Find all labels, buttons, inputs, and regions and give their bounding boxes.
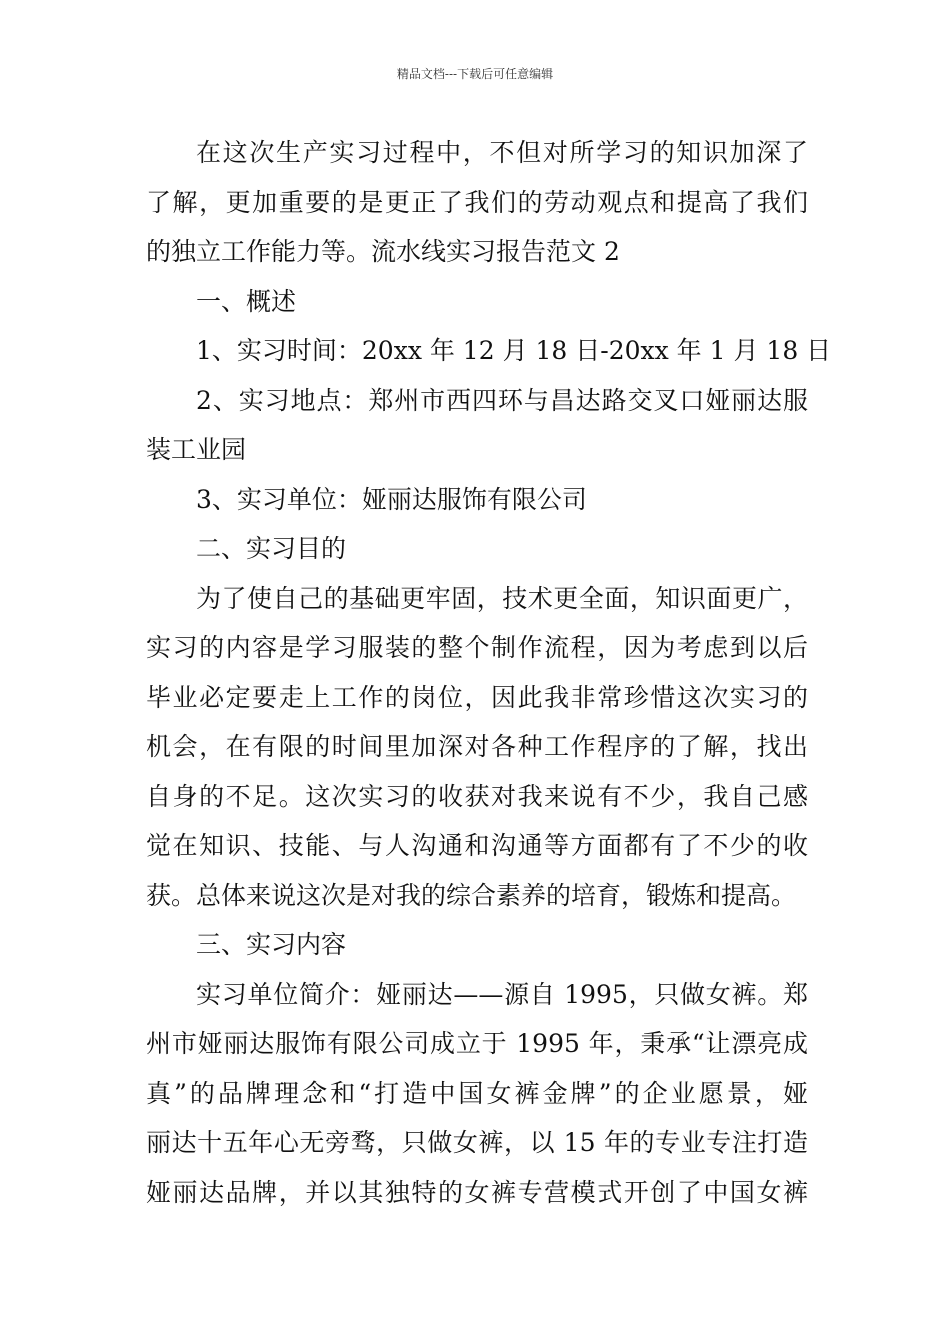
text-line: 获。总体来说这次是对我的综合素养的培育，锻炼和提高。 xyxy=(146,880,797,910)
text-line: 真”的品牌理念和“打造中国女裤金牌”的企业愿景，娅 xyxy=(146,1078,808,1108)
list-item-internship-location xyxy=(146,376,808,475)
section-heading-purpose: 二、实习目的 xyxy=(196,534,347,563)
text-line: 自身的不足。这次实习的收获对我来说有不少，我自己感 xyxy=(146,781,808,811)
text-line: 觉在知识、技能、与人沟通和沟通等方面都有了不少的收 xyxy=(146,831,808,860)
list-item-internship-unit: 3、实习单位：娅丽达服饰有限公司 xyxy=(196,484,587,514)
text-line: 了解，更加重要的是更正了我们的劳动观点和提高了我们 xyxy=(146,187,808,217)
text-line: 机会，在有限的时间里加深对各种工作程序的了解，找出 xyxy=(146,732,808,761)
text-line: 2、实习地点：郑州市西四环与昌达路交叉口娅丽达服 xyxy=(196,385,808,415)
paragraph-purpose xyxy=(146,574,808,921)
document-body xyxy=(146,128,832,1217)
section-heading-overview: 一、概述 xyxy=(196,286,297,316)
paragraph-company-intro xyxy=(146,970,808,1218)
text-line: 毕业必定要走上工作的岗位，因此我非常珍惜这次实习的 xyxy=(146,682,808,712)
text-line: 实习单位简介：娅丽达——源自 1995，只做女裤。郑 xyxy=(196,979,808,1009)
text-line: 州市娅丽达服饰有限公司成立于 1995 年，秉承“让漂亮成 xyxy=(146,1029,808,1058)
text-line: 娅丽达品牌，并以其独特的女裤专营模式开创了中国女裤 xyxy=(146,1177,808,1207)
text-line: 丽达十五年心无旁骛，只做女裤，以 15 年的专业专注打造 xyxy=(146,1128,808,1157)
page-header: 精品文档---下载后可任意编辑 xyxy=(396,67,554,81)
text-line: 在这次生产实习过程中，不但对所学习的知识加深了 xyxy=(196,138,808,167)
paragraph-summary xyxy=(146,128,808,277)
text-line: 为了使自己的基础更牢固，技术更全面，知识面更广， xyxy=(196,583,808,613)
list-item-internship-time: 1、实习时间：20xx 年 12 月 18 日-20xx 年 1 月 18 日 xyxy=(196,336,832,365)
text-line: 装工业园 xyxy=(146,435,247,464)
text-line: 的独立工作能力等。流水线实习报告范文 2 xyxy=(146,237,620,266)
section-heading-content: 三、实习内容 xyxy=(196,930,347,959)
text-line: 实习的内容是学习服装的整个制作流程，因为考虑到以后 xyxy=(146,633,808,662)
